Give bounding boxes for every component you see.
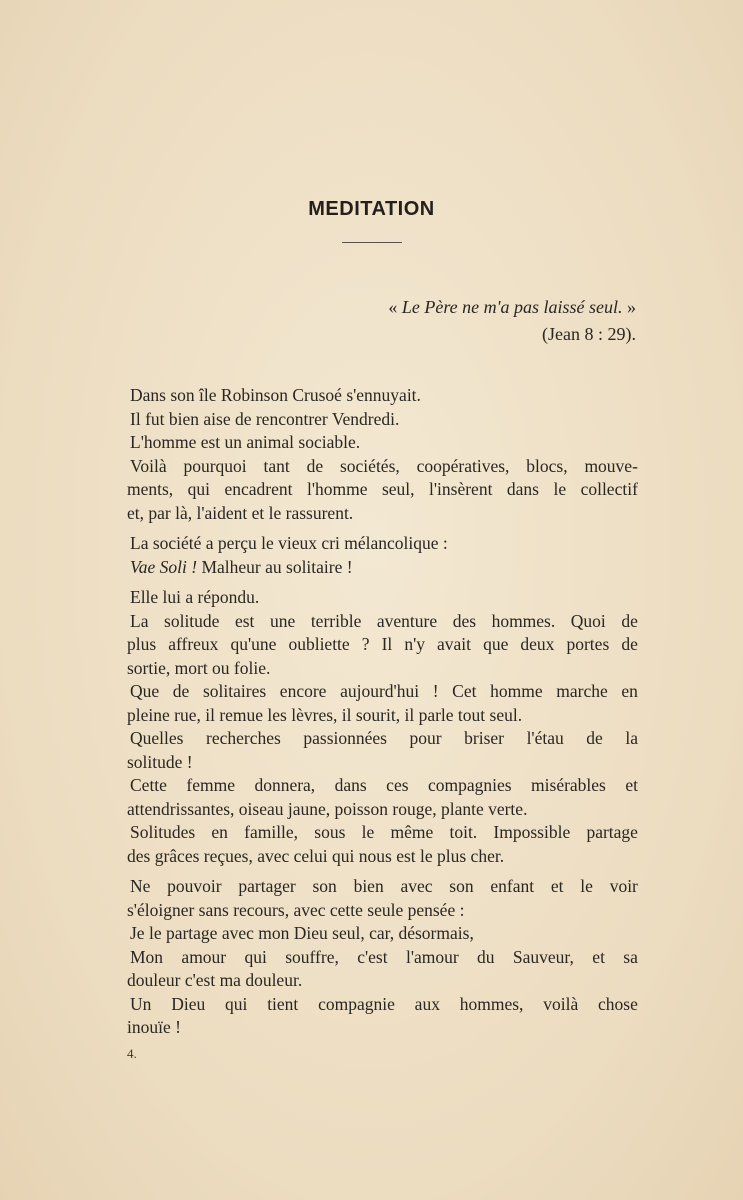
- word: encore: [279, 681, 327, 701]
- word: qui: [244, 946, 267, 967]
- epigraph-quote-text: Le Père ne m'a pas laissé seul.: [401, 297, 623, 317]
- quote-close-mark: »: [627, 297, 636, 317]
- paragraph-line: [127, 1016, 640, 1040]
- line-text: Malheur au solitaire !: [197, 556, 353, 577]
- word: le: [553, 479, 567, 499]
- paragraph-line: [128, 821, 638, 845]
- word: recherches: [206, 728, 281, 748]
- word: ?: [361, 634, 370, 654]
- word: des: [452, 610, 477, 631]
- word: et: [550, 876, 564, 896]
- word: coopératives,: [416, 455, 510, 476]
- word: !: [432, 681, 439, 701]
- word: homme: [490, 681, 543, 701]
- word: collectif: [580, 479, 638, 499]
- word: souffre,: [285, 946, 339, 967]
- word: mouve-: [584, 455, 638, 476]
- word: l'insèrent: [429, 479, 493, 499]
- paragraph-line: [127, 633, 638, 657]
- word: tant: [263, 455, 290, 476]
- paragraph-line: [127, 899, 640, 923]
- word: ces: [386, 775, 409, 795]
- word: voir: [609, 876, 638, 896]
- page-number: 4.: [127, 1046, 137, 1061]
- epigraph-reference: (Jean 8 : 29).: [542, 324, 636, 344]
- paragraph-line: [127, 704, 640, 728]
- word: bien: [353, 876, 384, 896]
- paragraph: [128, 727, 640, 774]
- word: encadrent: [224, 479, 293, 499]
- word: Quelles: [130, 728, 184, 748]
- word: femme: [186, 775, 235, 795]
- word: en: [211, 822, 228, 842]
- word: son: [449, 876, 474, 896]
- word: qui: [225, 993, 248, 1014]
- word: solitaires: [202, 681, 267, 701]
- paragraph: [128, 586, 640, 610]
- word: solitude: [164, 610, 220, 631]
- word: pour: [409, 728, 442, 748]
- line-text: pleine rue, il remue les lèvres, il sourit, il parle tout seul.: [127, 704, 523, 725]
- word: hommes,: [459, 993, 524, 1014]
- paragraph-line: [128, 727, 638, 751]
- paragraph-line: [127, 502, 640, 526]
- line-text: des grâces reçues, avec celui qui nous est le plus cher.: [127, 845, 505, 866]
- word: c'est: [357, 946, 388, 967]
- paragraph: [128, 875, 640, 922]
- paragraph: [128, 922, 640, 946]
- word: Mon: [130, 946, 164, 967]
- word: pourquoi: [183, 455, 247, 476]
- word: de: [306, 455, 324, 476]
- word: avec: [400, 876, 433, 896]
- paragraph: [128, 946, 640, 993]
- word: de: [586, 728, 603, 748]
- paragraph-line: [128, 455, 638, 479]
- word: même: [390, 822, 434, 842]
- word: de: [621, 634, 638, 654]
- epigraph-quote: [290, 297, 636, 318]
- word: est: [234, 610, 255, 631]
- line-text: Dans son île Robinson Crusoé s'ennuyait.: [130, 385, 421, 405]
- word: une: [269, 610, 296, 631]
- paragraph-line: [128, 680, 638, 704]
- paragraph: [128, 408, 640, 432]
- word: la: [625, 728, 638, 748]
- word: sa: [623, 946, 638, 967]
- word: donnera,: [254, 775, 316, 795]
- word: aventure: [376, 610, 438, 631]
- word: son: [312, 876, 337, 896]
- word: pouvoir: [167, 876, 222, 896]
- paragraph-line: [127, 798, 640, 822]
- word: deux: [520, 634, 555, 654]
- word: famille,: [244, 822, 299, 842]
- word: du: [477, 946, 495, 967]
- paragraph-line: [127, 657, 640, 681]
- word: qu'une: [230, 634, 277, 654]
- paragraph: [128, 610, 640, 681]
- paragraph-line: [128, 922, 640, 946]
- word: Impossible: [493, 822, 571, 842]
- word: n'y: [404, 634, 425, 654]
- word: blocs,: [526, 455, 568, 476]
- word: misérables: [531, 775, 606, 795]
- word: enfant: [490, 876, 535, 896]
- word: Sauveur,: [512, 946, 574, 967]
- quote-open-mark: «: [388, 297, 398, 317]
- word: amour: [181, 946, 227, 967]
- word: ments,: [127, 479, 174, 499]
- paragraph-line: [128, 431, 640, 455]
- line-text: s'éloigner sans recours, avec cette seule pensée :: [127, 899, 465, 920]
- word: Cet: [452, 681, 477, 701]
- word: de: [621, 610, 638, 631]
- paragraph: [128, 455, 640, 526]
- word: qui: [187, 479, 211, 499]
- word: en: [621, 681, 638, 701]
- title-divider: [342, 242, 402, 243]
- word: dans: [506, 479, 539, 499]
- word: affreux: [168, 634, 219, 654]
- word: Voilà: [130, 455, 167, 476]
- word: Solitudes: [130, 822, 196, 842]
- paragraph: [128, 556, 640, 580]
- paragraph-line: [128, 408, 640, 432]
- word: que: [483, 634, 509, 654]
- word: briser: [464, 728, 505, 748]
- paragraph-line: [128, 556, 640, 580]
- word: oubliette: [288, 634, 350, 654]
- line-text: sortie, mort ou folie.: [127, 657, 271, 678]
- word: sous: [314, 822, 346, 842]
- line-text: solitude !: [127, 751, 193, 772]
- word: avait: [437, 634, 472, 654]
- paragraph-line: [128, 875, 638, 899]
- paragraph-line: [127, 969, 640, 993]
- paragraph-line: [128, 993, 638, 1017]
- word: et: [625, 775, 638, 795]
- word: dans: [334, 775, 367, 795]
- paragraph-line: [128, 774, 638, 798]
- word: l'homme: [306, 479, 368, 499]
- word: hommes.: [491, 610, 556, 631]
- word: toit.: [449, 822, 478, 842]
- paragraph-line: [128, 946, 638, 970]
- word: Dieu: [171, 993, 206, 1014]
- word: compagnie: [318, 993, 395, 1014]
- word: La: [130, 610, 149, 631]
- line-text: inouïe !: [127, 1017, 181, 1037]
- paragraph: [128, 532, 640, 556]
- word: sociétés,: [339, 455, 400, 476]
- word: Que: [130, 681, 160, 701]
- word: le: [361, 822, 375, 842]
- word: partager: [238, 876, 296, 896]
- word: et: [592, 946, 605, 967]
- line-text: Elle lui a répondu.: [130, 587, 260, 607]
- word: partage: [586, 822, 638, 842]
- word: Cette: [130, 775, 167, 795]
- italic-phrase: Vae Soli !: [130, 556, 198, 577]
- page-title: MEDITATION: [308, 198, 435, 220]
- line-text: Il fut bien aise de rencontrer Vendredi.: [130, 408, 400, 429]
- word: de: [172, 681, 190, 701]
- word: Quoi: [570, 610, 606, 631]
- word: Il: [381, 634, 393, 654]
- word: passionnées: [303, 728, 387, 748]
- word: Un: [130, 993, 152, 1014]
- word: tient: [267, 993, 299, 1014]
- line-text: La société a perçu le vieux cri mélancolique :: [130, 533, 448, 553]
- word: seul,: [381, 479, 415, 499]
- line-text: attendrissantes, oiseau jaune, poisson rouge, plante verte.: [127, 798, 528, 819]
- word: marche: [556, 681, 608, 701]
- word: compagnies: [427, 775, 512, 795]
- paragraph-line: [127, 478, 638, 502]
- line-text: L'homme est un animal sociable.: [130, 432, 361, 452]
- paragraph: [128, 993, 640, 1040]
- paragraph-line: [127, 751, 640, 775]
- word: le: [580, 876, 593, 896]
- paragraph: [128, 774, 640, 821]
- line-text: douleur c'est ma douleur.: [127, 970, 303, 990]
- paragraph-line: [128, 384, 640, 408]
- line-text: et, par là, l'aident et le rassurent.: [127, 502, 354, 523]
- line-text: Je le partage avec mon Dieu seul, car, désormais,: [130, 923, 474, 943]
- paragraph: [128, 680, 640, 727]
- paragraph-line: [128, 532, 640, 556]
- paragraph: [128, 821, 640, 868]
- word: l'amour: [405, 946, 459, 967]
- paragraph: [128, 384, 640, 408]
- paragraph-line: [128, 586, 640, 610]
- paragraph-line: [127, 845, 640, 869]
- word: voilà: [543, 993, 579, 1014]
- word: portes: [566, 634, 610, 654]
- word: plus: [127, 634, 157, 654]
- word: l'étau: [526, 728, 564, 748]
- word: aujourd'hui: [340, 681, 420, 701]
- word: aux: [414, 993, 440, 1014]
- paragraph-line: [128, 610, 638, 634]
- word: terrible: [310, 610, 362, 631]
- word: Ne: [130, 876, 151, 896]
- paragraph: [128, 431, 640, 455]
- word: chose: [598, 993, 638, 1014]
